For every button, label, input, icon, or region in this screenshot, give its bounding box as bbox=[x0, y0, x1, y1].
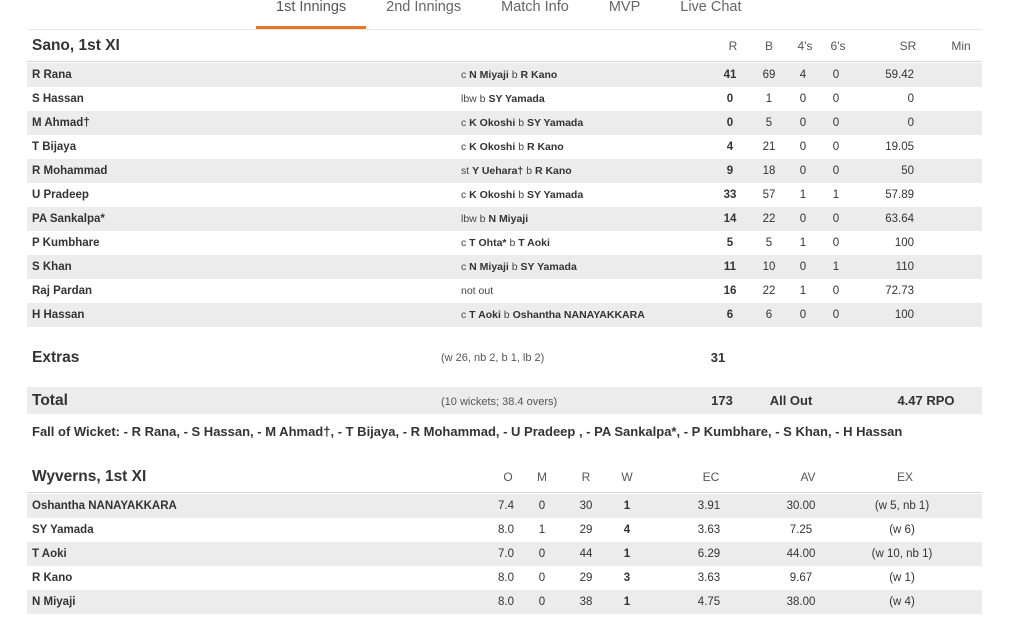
dismissal bbox=[461, 183, 583, 207]
fall-of-wicket-list: - R Rana, - S Hassan, - M Ahmad†, - T Bijaya, - R Mohammad, - U Pradeep , - PA Sankalpa*, - P Kumbhare, - S Khan, - H Hassan bbox=[120, 424, 903, 439]
batsman-name[interactable]: M Ahmad† bbox=[32, 117, 90, 129]
dismissal-sep: b bbox=[509, 237, 516, 249]
batsman-sixes: 0 bbox=[832, 237, 840, 249]
batsman-balls: 22 bbox=[762, 213, 776, 225]
bowler-economy: 6.29 bbox=[697, 548, 721, 560]
batsman-balls: 10 bbox=[762, 261, 776, 273]
batsman-fours: 0 bbox=[799, 93, 807, 105]
batsman-runs: 9 bbox=[726, 165, 734, 177]
bowler-maidens: 0 bbox=[538, 572, 546, 584]
dismissal-how: lbw b bbox=[461, 213, 486, 225]
dismissal-fielder: N Miyaji bbox=[488, 213, 529, 225]
batting-row bbox=[27, 303, 982, 327]
dismissal-fielder: N Miyaji bbox=[469, 261, 509, 273]
bowler-overs: 7.0 bbox=[498, 548, 514, 560]
batsman-balls: 18 bbox=[762, 165, 776, 177]
dismissal-fielder: T Aoki bbox=[469, 309, 501, 321]
extras-label: Extras bbox=[32, 349, 80, 366]
dismissal-sep: b bbox=[518, 117, 525, 129]
batting-header-rule bbox=[27, 61, 982, 62]
batting-team-title: Sano, 1st XI bbox=[32, 37, 120, 54]
batsman-balls: 69 bbox=[762, 69, 776, 81]
batsman-name[interactable]: S Hassan bbox=[32, 93, 84, 105]
dismissal bbox=[461, 87, 545, 111]
batsman-balls: 5 bbox=[765, 117, 773, 129]
batsman-sixes: 1 bbox=[832, 261, 840, 273]
batsman-sixes: 0 bbox=[832, 309, 840, 321]
bowler-wickets: 1 bbox=[623, 548, 631, 560]
total-rpo: 4.47 RPO bbox=[897, 393, 955, 408]
bowler-wickets: 4 bbox=[623, 524, 631, 536]
batsman-fours: 1 bbox=[799, 285, 807, 297]
bowler-maidens: 1 bbox=[538, 524, 546, 536]
batting-row bbox=[27, 159, 982, 183]
batsman-sixes: 0 bbox=[832, 117, 840, 129]
bowling-team-title: Wyverns, 1st XI bbox=[32, 468, 147, 485]
batsman-fours: 0 bbox=[799, 141, 807, 153]
batsman-name[interactable]: R Rana bbox=[32, 69, 72, 81]
dismissal-how: c bbox=[461, 237, 467, 249]
batsman-strike-rate: 0 bbox=[907, 93, 914, 105]
dismissal-bowler: SY Yamada bbox=[520, 261, 577, 273]
col-head-fours: 4's bbox=[797, 39, 813, 53]
batsman-sixes: 1 bbox=[832, 189, 840, 201]
batsman-fours: 0 bbox=[799, 117, 807, 129]
dismissal-fielder: SY Yamada bbox=[488, 93, 545, 105]
dismissal-sep: b bbox=[511, 69, 518, 81]
total-status: All Out bbox=[769, 393, 813, 408]
dismissal-sep: b bbox=[511, 261, 518, 273]
bowler-maidens: 0 bbox=[538, 500, 546, 512]
batsman-name[interactable]: T Bijaya bbox=[32, 141, 77, 153]
total-detail: (10 wickets; 38.4 overs) bbox=[441, 396, 558, 408]
bowling-header-rule bbox=[27, 492, 982, 493]
batsman-strike-rate: 100 bbox=[894, 309, 914, 321]
batsman-runs: 14 bbox=[723, 213, 737, 225]
dismissal-how: c bbox=[461, 309, 467, 321]
batsman-fours: 1 bbox=[799, 237, 807, 249]
col-head-balls: B bbox=[764, 39, 773, 53]
bowling-row bbox=[27, 494, 982, 518]
dismissal-fielder: N Miyaji bbox=[469, 69, 509, 81]
bowler-name[interactable]: N Miyaji bbox=[32, 596, 76, 608]
col-head-runs: R bbox=[728, 39, 738, 53]
dismissal-how: c bbox=[461, 261, 467, 273]
batsman-name[interactable]: Raj Pardan bbox=[32, 285, 93, 297]
tab-mvp[interactable]: MVP bbox=[608, 0, 641, 15]
dismissal-how: lbw b bbox=[461, 93, 486, 105]
dismissal-sep: b bbox=[518, 189, 525, 201]
bowling-row bbox=[27, 542, 982, 566]
batting-row bbox=[27, 231, 982, 255]
dismissal bbox=[461, 135, 564, 159]
batting-row bbox=[27, 183, 982, 207]
dismissal bbox=[461, 279, 493, 303]
batting-row bbox=[27, 135, 982, 159]
tab-live-chat[interactable]: Live Chat bbox=[680, 0, 742, 15]
dismissal-how: not out bbox=[461, 285, 494, 297]
batsman-name[interactable]: H Hassan bbox=[32, 309, 85, 321]
batsman-runs: 4 bbox=[726, 141, 734, 153]
dismissal-how: c bbox=[461, 69, 467, 81]
col-head-overs: O bbox=[503, 470, 513, 484]
dismissal-how: c bbox=[461, 189, 467, 201]
batsman-runs: 5 bbox=[726, 237, 734, 249]
bowler-runs: 29 bbox=[579, 572, 593, 584]
dismissal-sep: b bbox=[518, 141, 525, 153]
batsman-name[interactable]: PA Sankalpa* bbox=[32, 213, 105, 225]
bowler-extras: (w 4) bbox=[889, 596, 915, 608]
bowler-name[interactable]: T Aoki bbox=[32, 548, 67, 560]
dismissal-bowler: R Kano bbox=[526, 141, 564, 153]
dismissal-bowler: T Aoki bbox=[518, 237, 550, 249]
fall-of-wicket-label: Fall of Wicket: bbox=[32, 424, 121, 439]
tab-match-info[interactable]: Match Info bbox=[501, 0, 569, 15]
batsman-runs: 16 bbox=[723, 285, 737, 297]
bowler-runs: 29 bbox=[579, 524, 593, 536]
batsman-strike-rate: 110 bbox=[895, 261, 914, 273]
innings-tabs bbox=[256, 0, 762, 30]
batsman-strike-rate: 0 bbox=[907, 117, 914, 129]
fall-of-wicket bbox=[32, 424, 902, 439]
bowler-economy: 4.75 bbox=[697, 596, 721, 608]
dismissal bbox=[461, 303, 645, 327]
batsman-fours: 0 bbox=[799, 309, 807, 321]
batsman-balls: 57 bbox=[762, 189, 776, 201]
batsman-runs: 33 bbox=[723, 189, 737, 201]
dismissal-fielder: Y Uehara† bbox=[472, 165, 524, 177]
bowler-average: 9.67 bbox=[789, 572, 813, 584]
dismissal-sep: b bbox=[526, 165, 533, 177]
batsman-sixes: 0 bbox=[832, 285, 840, 297]
bowler-extras: (w 10, nb 1) bbox=[871, 548, 933, 560]
bowler-maidens: 0 bbox=[538, 596, 546, 608]
dismissal-bowler: R Kano bbox=[534, 165, 572, 177]
batsman-balls: 6 bbox=[765, 309, 773, 321]
bowler-extras: (w 6) bbox=[889, 524, 915, 536]
bowler-average: 38.00 bbox=[786, 596, 816, 608]
batsman-strike-rate: 59.42 bbox=[885, 69, 914, 81]
batsman-strike-rate: 57.89 bbox=[885, 189, 914, 201]
dismissal-fielder: K Okoshi bbox=[469, 141, 516, 153]
batting-row bbox=[27, 87, 982, 111]
bowler-overs: 8.0 bbox=[498, 524, 514, 536]
batsman-strike-rate: 19.05 bbox=[885, 141, 914, 153]
bowler-name[interactable]: SY Yamada bbox=[32, 524, 94, 536]
batsman-strike-rate: 72.73 bbox=[885, 285, 914, 297]
batsman-strike-rate: 63.64 bbox=[885, 213, 914, 225]
batsman-sixes: 0 bbox=[832, 165, 840, 177]
batsman-runs: 0 bbox=[726, 117, 734, 129]
tabs-divider bbox=[27, 29, 982, 30]
dismissal-bowler: Oshantha NANAYAKKARA bbox=[512, 309, 645, 321]
dismissal-how: st bbox=[461, 165, 470, 177]
batsman-balls: 1 bbox=[765, 93, 773, 105]
dismissal-how: c bbox=[461, 117, 467, 129]
dismissal-fielder: T Ohta* bbox=[469, 237, 507, 249]
bowler-overs: 7.4 bbox=[498, 500, 514, 512]
total-value: 173 bbox=[711, 393, 733, 408]
batsman-sixes: 0 bbox=[832, 93, 840, 105]
batsman-balls: 5 bbox=[765, 237, 773, 249]
bowler-wickets: 1 bbox=[623, 596, 631, 608]
batsman-strike-rate: 50 bbox=[901, 165, 914, 177]
dismissal-how: c bbox=[461, 141, 467, 153]
dismissal-bowler: R Kano bbox=[520, 69, 558, 81]
col-head-bowl-runs: R bbox=[581, 470, 591, 484]
batsman-fours: 0 bbox=[799, 165, 807, 177]
batting-row bbox=[27, 111, 982, 135]
batsman-fours: 1 bbox=[799, 189, 807, 201]
dismissal bbox=[461, 207, 528, 231]
dismissal bbox=[461, 231, 550, 255]
batsman-name[interactable]: R Mohammad bbox=[32, 165, 108, 177]
dismissal-sep: b bbox=[503, 309, 510, 321]
tab-2nd-innings[interactable]: 2nd Innings bbox=[386, 0, 462, 15]
batsman-sixes: 0 bbox=[832, 69, 840, 81]
bowling-row bbox=[27, 518, 982, 542]
col-head-sr: SR bbox=[899, 39, 917, 53]
dismissal bbox=[461, 63, 557, 87]
bowler-wickets: 3 bbox=[623, 572, 631, 584]
col-head-economy: EC bbox=[702, 470, 720, 484]
bowler-runs: 44 bbox=[579, 548, 593, 560]
bowler-average: 44.00 bbox=[786, 548, 816, 560]
bowler-average: 30.00 bbox=[786, 500, 816, 512]
batsman-fours: 4 bbox=[799, 69, 807, 81]
batsman-fours: 0 bbox=[799, 261, 807, 273]
col-head-maidens: M bbox=[537, 470, 547, 484]
bowler-maidens: 0 bbox=[538, 548, 546, 560]
batsman-runs: 6 bbox=[726, 309, 734, 321]
dismissal bbox=[461, 111, 583, 135]
bowler-economy: 3.91 bbox=[697, 500, 721, 512]
bowler-overs: 8.0 bbox=[498, 572, 514, 584]
tab-1st-innings[interactable]: 1st Innings bbox=[256, 0, 366, 30]
batting-row bbox=[27, 279, 982, 303]
extras-value: 31 bbox=[710, 350, 726, 365]
bowler-name[interactable]: Oshantha NANAYAKKARA bbox=[32, 500, 177, 512]
batting-row bbox=[27, 255, 982, 279]
batsman-name[interactable]: S Khan bbox=[32, 261, 72, 273]
batting-row bbox=[27, 207, 982, 231]
bowler-average: 7.25 bbox=[789, 524, 813, 536]
extras-detail: (w 26, nb 2, b 1, lb 2) bbox=[441, 352, 545, 364]
bowler-economy: 3.63 bbox=[697, 572, 721, 584]
dismissal-fielder: K Okoshi bbox=[469, 117, 516, 129]
bowler-wickets: 1 bbox=[623, 500, 631, 512]
dismissal-bowler: SY Yamada bbox=[526, 189, 584, 201]
batsman-name[interactable]: U Pradeep bbox=[32, 189, 89, 201]
batting-row bbox=[27, 63, 982, 87]
bowler-extras: (w 1) bbox=[889, 572, 915, 584]
col-head-wickets: W bbox=[621, 470, 633, 484]
col-head-sixes: 6's bbox=[830, 39, 846, 53]
dismissal bbox=[461, 159, 572, 183]
batsman-balls: 21 bbox=[762, 141, 776, 153]
bowler-runs: 38 bbox=[579, 596, 593, 608]
batsman-runs: 41 bbox=[723, 69, 737, 81]
batsman-sixes: 0 bbox=[832, 213, 840, 225]
batsman-strike-rate: 100 bbox=[894, 237, 914, 249]
dismissal bbox=[461, 255, 577, 279]
col-head-min: Min bbox=[951, 39, 971, 53]
col-head-average: AV bbox=[800, 470, 816, 484]
batsman-fours: 0 bbox=[799, 213, 807, 225]
batsman-balls: 22 bbox=[762, 285, 776, 297]
bowling-row bbox=[27, 590, 982, 614]
batsman-runs: 0 bbox=[726, 93, 734, 105]
bowling-row bbox=[27, 566, 982, 590]
bowler-overs: 8.0 bbox=[498, 596, 514, 608]
batsman-name[interactable]: P Kumbhare bbox=[32, 237, 100, 249]
batsman-runs: 11 bbox=[723, 261, 737, 273]
bowler-economy: 3.63 bbox=[697, 524, 721, 536]
bowler-extras: (w 5, nb 1) bbox=[874, 500, 930, 512]
total-label: Total bbox=[32, 392, 68, 409]
dismissal-fielder: K Okoshi bbox=[469, 189, 516, 201]
bowler-name[interactable]: R Kano bbox=[32, 572, 73, 584]
bowler-runs: 30 bbox=[579, 500, 593, 512]
dismissal-bowler: SY Yamada bbox=[526, 117, 584, 129]
batsman-sixes: 0 bbox=[832, 141, 840, 153]
col-head-extras: EX bbox=[896, 470, 913, 484]
